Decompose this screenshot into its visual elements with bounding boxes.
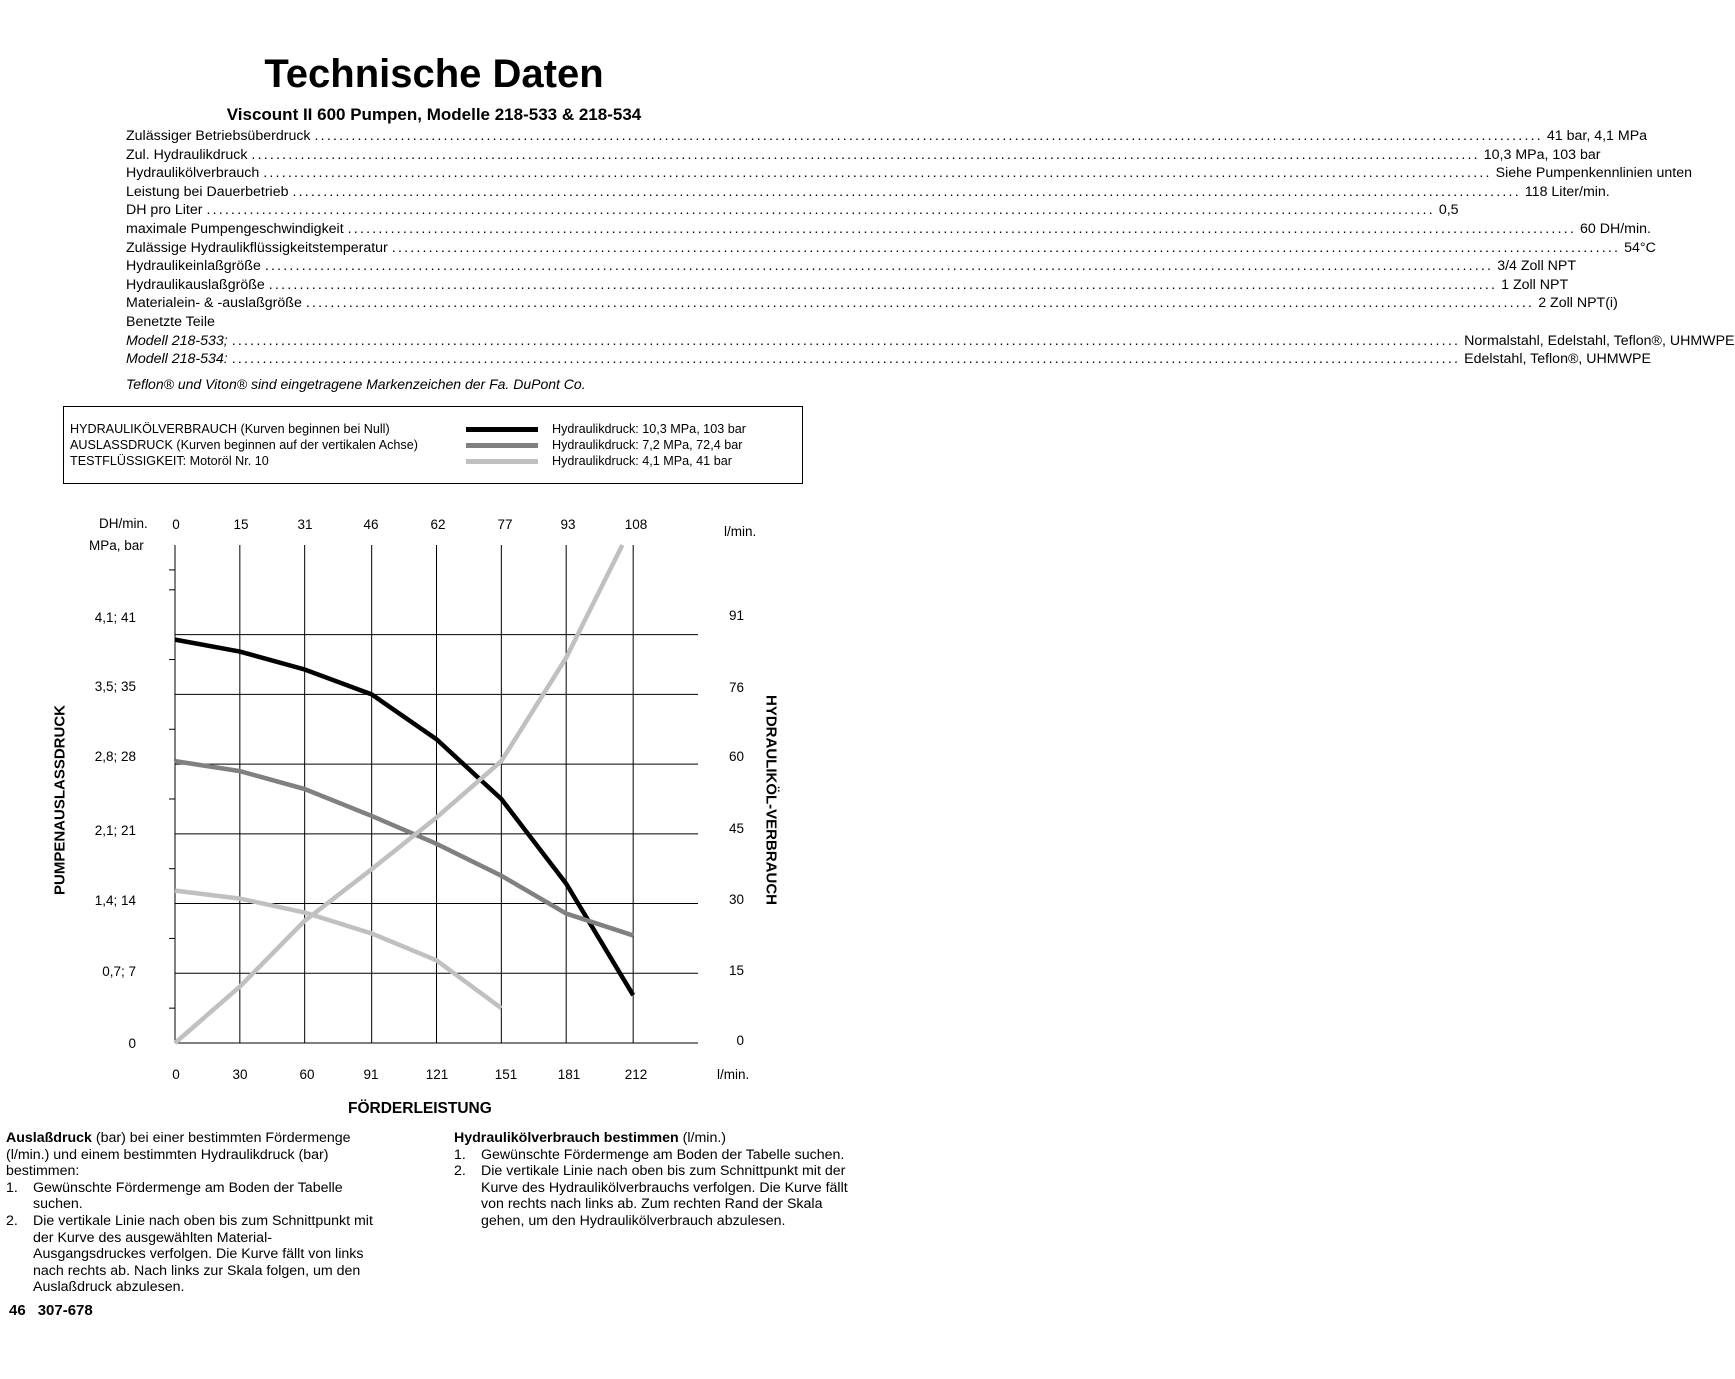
spec-label: Zulässige Hydraulikflüssigkeitstemperatur <box>126 239 388 256</box>
instruction-heading: Auslaßdruck (bar) bei einer bestimmten Fördermenge (l/min.) und einem bestimmten Hydraulikdruck (bar) bestimmen: <box>6 1130 351 1180</box>
page-subtitle: Viscount II 600 Pumpen, Modelle 218-533 & 218-534 <box>226 105 642 124</box>
legend-item-label: Hydraulikdruck: 7,2 MPa, 72,4 bar <box>552 438 743 452</box>
dot-leader: ........................................................................................................................................................................................................ <box>231 351 1461 368</box>
legend-item-label: Hydraulikdruck: 10,3 MPa, 103 bar <box>552 422 746 436</box>
x-axis-title: FÖRDERLEISTUNG <box>348 1100 492 1117</box>
consumption-curve <box>175 545 622 1043</box>
legend-note: AUSLASSDRUCK (Kurven beginnen auf der vertikalen Achse) <box>70 438 418 452</box>
legend-item-label: Hydraulikdruck: 4,1 MPa, 41 bar <box>552 454 732 468</box>
y-axis-left-tick-label: 2,8; 28 <box>94 749 136 764</box>
page-title: Technische Daten <box>264 52 604 96</box>
instruction-heading: Hydraulikölverbrauch bestimmen (l/min.) <box>454 1130 727 1146</box>
spec-label: Zul. Hydraulikdruck <box>126 146 248 163</box>
top-axis-tick-label: 77 <box>497 517 513 532</box>
dot-leader: ........................................................................................................................................................................................................ <box>292 183 1521 200</box>
y-axis-left-tick-label: 1,4; 14 <box>94 893 136 908</box>
spec-label: Modell 218-533; <box>126 332 228 349</box>
dot-leader: ........................................................................................................................................................................................................ <box>268 276 1498 293</box>
instruction-steps <box>454 1147 854 1230</box>
x-axis-tick-label: 212 <box>624 1067 648 1082</box>
document-number: 307-678 <box>37 1302 93 1319</box>
top-axis-tick-label: 31 <box>297 517 313 532</box>
y-axis-left-title: PUMPENAUSLASSDRUCK <box>51 704 69 896</box>
dot-leader: ........................................................................................................................................................................................................ <box>231 332 1461 349</box>
spec-label: DH pro Liter <box>126 202 203 219</box>
pressure-curve <box>175 640 633 996</box>
spec-value: 41 bar, 4,1 MPa <box>1546 128 1648 144</box>
spec-label: Modell 218-534: <box>126 351 228 368</box>
pressure-curve <box>175 761 633 935</box>
instruction-step: 2. Die vertikale Linie nach oben bis zum Schnittpunkt mit der Kurve des ausgewählten Material-Ausgangsdruckes verfolgen. Die Kurve fällt von links nach rechts ab. Nach links zur Skala folgen, um den Auslaßdruck abzulesen. <box>6 1212 373 1296</box>
spec-label: maximale Pumpengeschwindigkeit <box>126 220 344 237</box>
x-axis-tick-label: 60 <box>299 1067 315 1082</box>
page-number: 46 <box>9 1302 26 1319</box>
y-axis-left-tick-label: 2,1; 21 <box>94 823 136 838</box>
spec-value: 2 Zoll NPT(i) <box>1538 295 1618 312</box>
bottom-axis-unit: l/min. <box>717 1067 750 1082</box>
spec-label: Hydraulikauslaßgröße <box>126 276 265 293</box>
spec-label: Leistung bei Dauerbetrieb <box>126 183 289 200</box>
instruction-step: 1. Gewünschte Fördermenge am Boden der Tabelle suchen. <box>454 1146 845 1163</box>
x-axis-tick-label: 181 <box>557 1067 581 1082</box>
dot-leader: ........................................................................................................................................................................................................ <box>251 146 1480 163</box>
instruction-step: 2. Die vertikale Linie nach oben bis zum Schnittpunkt mit der Kurve des Hydraulikölverbrauchs verfolgen. Die Kurve fällt von rechts nach links ab. Zum rechten Rand der Skala gehen, um den Hydraulikölverbrauch abzulesen. <box>454 1163 848 1229</box>
dot-leader: ........................................................................................................................................................................................................ <box>264 258 1494 275</box>
spec-value: 10,3 MPa, 103 bar <box>1483 146 1601 163</box>
top-right-unit: l/min. <box>724 524 757 539</box>
spec-value: 1 Zoll NPT <box>1501 276 1569 293</box>
x-axis-tick-label: 91 <box>363 1067 379 1082</box>
dot-leader: ........................................................................................................................................................................................................ <box>391 239 1621 256</box>
y-axis-left-tick-label: 4,1; 41 <box>94 610 136 625</box>
dot-leader: ........................................................................................................................................................................................................ <box>305 295 1535 312</box>
top-axis-tick-label: 62 <box>430 517 446 532</box>
top-axis-tick-label: 108 <box>624 517 648 532</box>
y-axis-right-tick-label: 60 <box>728 749 744 764</box>
instructions-left <box>6 1130 378 1296</box>
top-axis-tick-label: 46 <box>363 517 379 532</box>
y-axis-right-tick-label: 91 <box>728 608 744 623</box>
spec-value: 118 Liter/min. <box>1524 183 1610 200</box>
y-axis-right-tick-label: 76 <box>728 680 744 695</box>
spec-value: 3/4 Zoll NPT <box>1497 258 1577 275</box>
x-axis-tick-label: 121 <box>425 1067 449 1082</box>
y-axis-right-tick-label: 15 <box>728 963 744 978</box>
trademark-note: Teflon® und Viton® sind eingetragene Markenzeichen der Fa. DuPont Co. <box>126 376 586 392</box>
y-axis-left-tick-label: 3,5; 35 <box>94 679 136 694</box>
spec-value: 0,5 <box>1438 202 1459 219</box>
spec-value: Siehe Pumpenkennlinien unten <box>1495 165 1693 182</box>
top-axis-unit: DH/min. <box>99 516 148 531</box>
y-axis-right-tick-label: 30 <box>728 892 744 907</box>
x-axis-tick-label: 0 <box>172 1067 180 1082</box>
dot-leader: ........................................................................................................................................................................................................ <box>263 165 1492 182</box>
instructions-right <box>454 1130 854 1230</box>
spec-label: Materialein- & -auslaßgröße <box>126 295 302 312</box>
y-axis-right-title: HYDRAULIKÖL-VERBRAUCH <box>762 695 780 905</box>
spec-value: Edelstahl, Teflon®, UHMWPE <box>1464 351 1651 368</box>
y-axis-left-tick-label: 0 <box>128 1036 136 1051</box>
spec-value: Normalstahl, Edelstahl, Teflon®, UHMWPE <box>1464 332 1735 349</box>
top-axis-tick-label: 93 <box>560 517 576 532</box>
spec-value: 60 DH/min. <box>1580 220 1651 237</box>
y-axis-left-tick-label: 0,7; 7 <box>102 964 136 979</box>
pressure-curve <box>175 891 501 1009</box>
left-axis-unit: MPa, bar <box>89 538 144 553</box>
spec-label: Zulässiger Betriebsüberdruck <box>126 128 311 144</box>
x-axis-tick-label: 30 <box>232 1067 248 1082</box>
dot-leader: ........................................................................................................................................................................................................ <box>206 202 1435 219</box>
y-axis-right-tick-label: 0 <box>736 1033 744 1048</box>
wetted-parts-label: Benetzte Teile <box>126 313 215 330</box>
dot-leader: ........................................................................................................................................................................................................ <box>314 128 1543 144</box>
top-axis-tick-label: 0 <box>172 517 180 532</box>
instruction-step: 1. Gewünschte Fördermenge am Boden der Tabelle suchen. <box>6 1179 343 1213</box>
page-footer <box>9 1302 105 1319</box>
top-axis-tick-label: 15 <box>233 517 249 532</box>
x-axis-tick-label: 151 <box>494 1067 518 1082</box>
dot-leader: ........................................................................................................................................................................................................ <box>347 220 1577 237</box>
spec-label: Hydraulikeinlaßgröße <box>126 258 261 275</box>
instruction-steps <box>6 1180 378 1296</box>
legend-note: HYDRAULIKÖLVERBRAUCH (Kurven beginnen bei Null) <box>70 422 390 436</box>
spec-label: Hydraulikölverbrauch <box>126 165 260 182</box>
spec-value: 54°C <box>1624 239 1656 256</box>
y-axis-right-tick-label: 45 <box>728 821 744 836</box>
legend-note: TESTFLÜSSIGKEIT: Motoröl Nr. 10 <box>70 454 269 468</box>
